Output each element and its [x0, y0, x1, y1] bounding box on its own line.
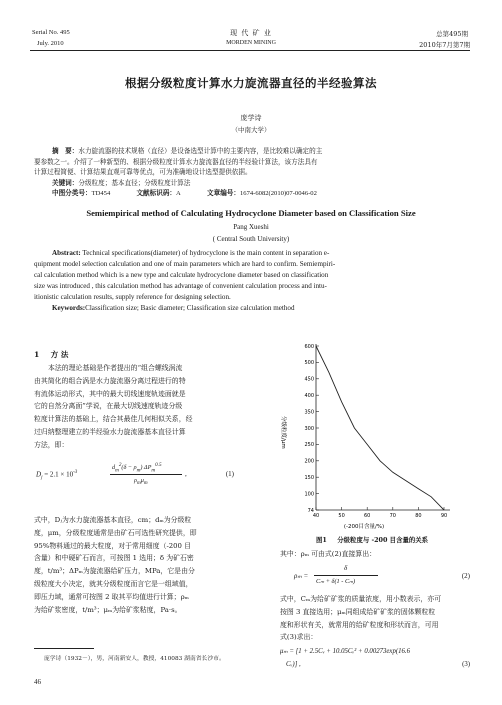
doc-code-label: 文献标识码： — [136, 189, 177, 197]
y-tick-label: 100 — [304, 491, 314, 498]
plot-area — [304, 344, 450, 519]
x-tick-label: 60 — [364, 513, 371, 519]
article-number-value: 1674-6082(2010)07-0046-02 — [239, 190, 317, 197]
section-heading — [34, 349, 68, 360]
eq2-numerator: δ — [344, 564, 348, 572]
eq1-fraction-bar — [110, 474, 182, 475]
eq3-line2: Cᵥ)] , — [286, 660, 301, 668]
clc-value: TD454 — [91, 190, 111, 197]
y-tick-label: 450 — [304, 376, 314, 383]
y-tick-label: 200 — [304, 458, 314, 465]
equation-3 — [280, 646, 472, 671]
abstract-en-line: Technical specifications(diameter) of hydrocyclone is the main content in separation e- — [82, 249, 330, 257]
y-tick-label: 500 — [304, 360, 314, 367]
serial-number: Serial No. 495 — [32, 29, 70, 36]
issue-date-en: July. 2010 — [37, 40, 64, 47]
doc-code-value: A — [176, 190, 181, 197]
section-number: 1 — [34, 350, 40, 359]
affiliation-cn: （中南大学） — [231, 126, 271, 134]
author-en: Pang Xueshi — [233, 223, 269, 231]
footnote: 庞学诗（1932－），男，河南新安人，教授，410083 湖南省长沙市。 — [44, 656, 225, 662]
equation-2 — [280, 564, 472, 590]
abstract-cn-line: 水力旋流器的技术规格（直径）是设备选型计算中的主要内容，是比较难以确定的主 — [78, 147, 323, 155]
body-line: 式中，Cₘ为给矿矿浆的质量浓度，用小数表示，亦可 — [280, 595, 442, 603]
body-line: 度，μm，分级粒度通常是由矿石可选性研究提供，即 — [34, 528, 197, 537]
eq1-sub: j — [41, 475, 43, 481]
figure-1-caption — [272, 535, 472, 544]
left-column-intro — [34, 362, 250, 452]
eq2-tag: (2) — [461, 572, 470, 580]
x-axis-label: (-200目含量/%) — [343, 524, 385, 530]
abstract-cn-line: 计算过程简便、计算结果直观可靠等优点，可为准确地设计选型提供依据。 — [34, 168, 252, 176]
body-line: 即压力域，通常可按图 2 取其平均值进行计算；ρₘ — [34, 592, 189, 601]
x-tick-label: 50 — [338, 513, 345, 519]
equation-1: $D_j = 2.1 \times 10^{-3}$ $d_m^2(\delta - \rho_m)$ $\Delta P_m^{0.5}$ $\rho_m\mu_m$ , (1) — [36, 462, 234, 487]
body-line: 本法的理论基础是作者提出的“组合螺线涡流 — [48, 364, 183, 372]
abstract-cn — [34, 146, 466, 200]
body-line: 它的自然分离面”学说，在最大切线速度轨迹分级 — [34, 402, 183, 411]
left-column-variables — [34, 514, 250, 616]
figure-1-chart — [272, 340, 472, 545]
body-line: 粒度计算法的基础上，结合其最佳几何相似关系，经 — [34, 415, 193, 424]
eq1-exp: -3 — [73, 470, 78, 475]
body-line: 含量）和中硬矿石而言，可按图 1 选用；δ 为矿石密 — [34, 554, 194, 563]
y-tick-label: 250 — [304, 442, 314, 449]
paper-title-cn: 根据分级粒度计算水力旋流器直径的半经验算法 — [125, 76, 377, 90]
body-line: 式中，Dⱼ为水力旋流器基本直径，cm；dₘ为分级粒 — [34, 516, 192, 524]
abstract-en-line: quipment model selection calculation and one of main parameters which are hard to confirm. Semiempiri- — [34, 260, 336, 268]
eq1-numerator: $d_m^2(\delta - \rho_m)$ $\Delta P_m^{0.5}$ — [112, 462, 162, 474]
eq1-lhs: D — [36, 470, 42, 479]
body-line: 有流体运动形式，其中的最大切线速度轨迹面就是 — [34, 389, 186, 398]
author-cn: 庞学诗 — [240, 114, 262, 122]
abstract-en-line: cal calculation method which is a new type and calculate hydrocyclone diameter based on classification — [34, 271, 329, 279]
keywords-en-text: Classification size; Basic diameter; Classification size calculation method — [85, 304, 295, 312]
clc-label: 中图分类号： — [52, 189, 92, 197]
y-tick-label: 600 — [304, 343, 314, 350]
eq3-tag: (3) — [462, 660, 470, 668]
body-line: 度，t/m³；ΔPₘ为旋流器给矿压力，MPa，它是由分 — [34, 567, 195, 576]
eq2-fraction-bar — [314, 575, 378, 576]
body-line: 方法，即： — [34, 440, 69, 449]
eq3-line1: μₘ = [1 + 2.5Cᵥ + 10.05Cᵥ² + 0.00273exp(16.6 — [280, 648, 411, 655]
keywords-cn-label: 关键词： — [52, 178, 79, 187]
body-line: 95%物料通过的最大粒度，对于常用细度（-200 目 — [34, 541, 192, 550]
issue-total: 总第495期 — [436, 30, 468, 38]
x-tick-label: 40 — [312, 513, 320, 519]
classification-line — [34, 188, 466, 200]
issue-date-cn: 2010年7月第7期 — [419, 41, 470, 49]
data-curve — [316, 346, 444, 510]
x-tick-label: 70 — [389, 513, 396, 519]
page-number: 46 — [34, 678, 41, 686]
y-axis-label: 分级粒度/μm — [280, 416, 286, 449]
body-line: 式(3)求出： — [280, 633, 318, 642]
body-line: 级粒度大小决定，就其分级粒度而言它是一组域值， — [34, 579, 193, 588]
journal-title-cn: 现 代 矿 业 — [230, 29, 272, 37]
body-line: 过归纳整理建立的半经验水力旋流器基本直径计算 — [34, 427, 186, 436]
y-tick-label: 400 — [304, 393, 314, 399]
y-tick-label: 350 — [304, 409, 314, 416]
body-line: 按图 3 直接选用；μₘ同组成给矿矿浆的固体颗粒粒 — [280, 607, 436, 616]
abstract-en-line: size was introduced , this calculation method has advantage of convenient calculation process and intu- — [34, 282, 327, 290]
abstract-en-line: itionistic calculation results, supply reference for designing selection. — [34, 293, 231, 301]
x-tick-label: 80 — [415, 513, 422, 519]
right-column-text — [280, 593, 470, 644]
header-rule — [30, 50, 470, 51]
figure-caption-text: 分级粒度与 -200 目含量的关系 — [337, 536, 429, 544]
keywords-cn-text: 分级粒度；基本直径；分级粒度计算法 — [78, 178, 191, 187]
paper-title-en: Semiempirical method of Calculating Hydrocyclone Diameter based on Classification Size — [86, 208, 416, 218]
right-text-intro: 其中：ρₘ 可由式(2)直接算出： — [280, 550, 377, 558]
y-tick-label: 74 — [307, 507, 314, 514]
abstract-cn-line: 要参数之一。介绍了一种新型的、根据分级粒度计算水力旋流器直径的半经验计算法，该方法具有 — [34, 157, 318, 166]
abstract-en-label: Abstract: — [52, 249, 81, 257]
footnote-rule — [34, 648, 94, 649]
y-tick-label: 150 — [304, 475, 314, 481]
article-number-label: 文章编号： — [207, 189, 240, 197]
y-tick-label: 300 — [304, 425, 314, 432]
abstract-en — [34, 248, 466, 314]
journal-title-en: MORDEN MINING — [226, 40, 276, 46]
eq1-rhs: = 2.1 × 10 — [42, 470, 74, 479]
section-title: 方 法 — [50, 350, 69, 359]
keywords-en-label: Keywords: — [52, 304, 86, 312]
eq2-lhs: ρₘ = — [294, 572, 309, 580]
eq2-denominator: Cₘ + δ(1 - Cₘ) — [316, 578, 356, 585]
body-line: 为给矿浆密度，t/m³；μₘ为给矿浆粘度，Pa·s。 — [34, 605, 182, 614]
eq1-denominator: $\rho_m\mu_m$ — [134, 477, 148, 487]
x-tick-label: 90 — [440, 513, 448, 519]
body-line: 由其简化的组合涡是水力旋流器分离过程进行的特 — [34, 376, 186, 385]
body-line: 度和形状有关，就常用的给矿粒度和形状而言，可用 — [280, 620, 439, 629]
abstract-cn-label: 摘 要： — [52, 147, 79, 155]
affiliation-en: ( Central South University) — [212, 235, 290, 243]
eq1-tag: (1) — [225, 470, 234, 478]
figure-caption-number: 图1 — [315, 536, 327, 544]
